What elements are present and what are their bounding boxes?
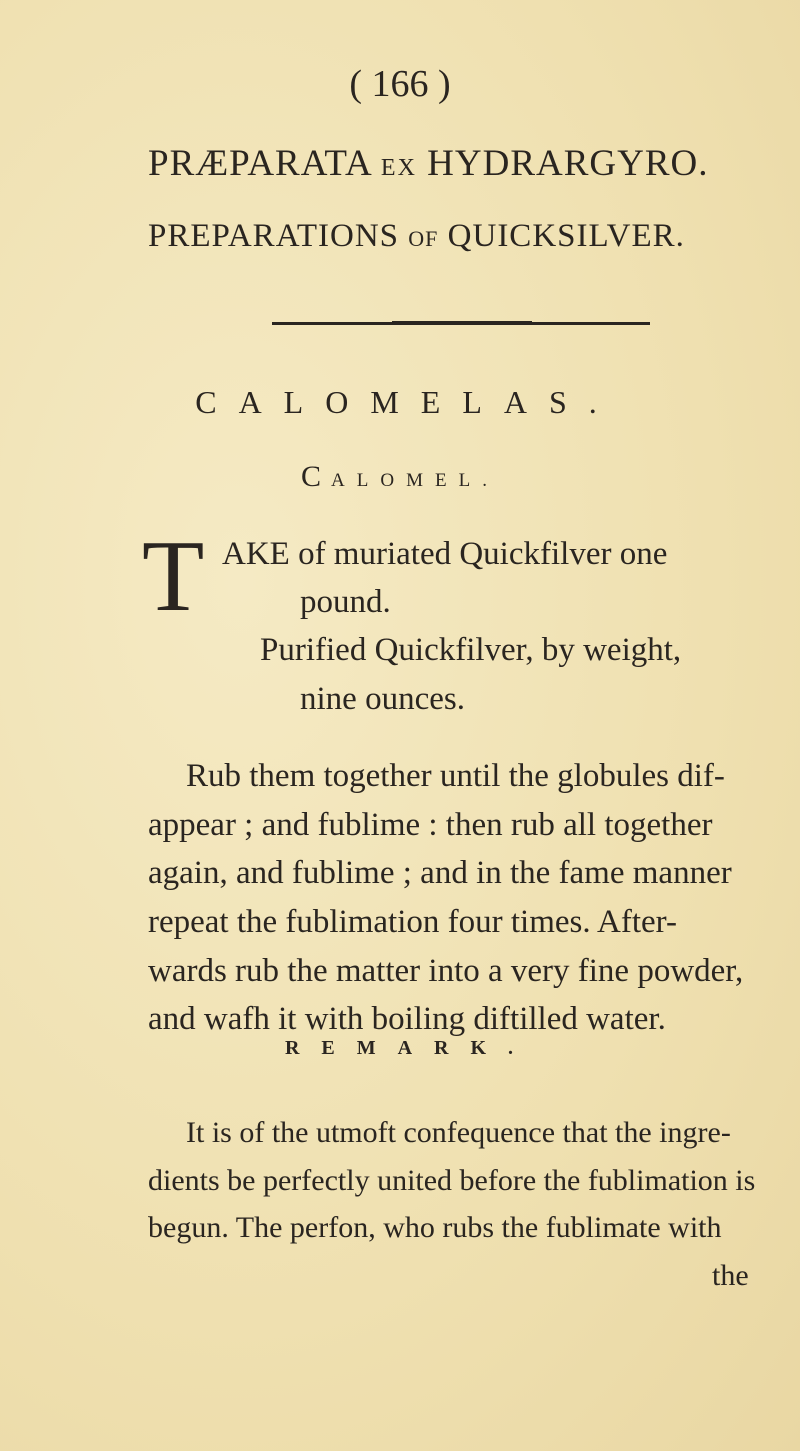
directions-line-3: again, and fublime ; and in the fame manner xyxy=(148,855,732,891)
remark-line-3: begun. The perfon, who rubs the fublimate with xyxy=(148,1211,722,1244)
directions-line-1: Rub them together until the globules dif- xyxy=(186,758,725,794)
directions-line-5: wards rub the matter into a very fine powder, xyxy=(148,953,744,989)
remark-line-2: dients be perfectly united before the fublimation is xyxy=(148,1164,756,1197)
recipe-line-2: pound. xyxy=(300,584,391,620)
page-number: ( 166 ) xyxy=(349,63,451,105)
english-title-of: OF xyxy=(408,226,439,251)
english-section-title xyxy=(148,218,685,255)
latin-title-main: PRÆPARATA xyxy=(148,143,371,184)
latin-section-title xyxy=(148,142,709,185)
section-divider-rule xyxy=(272,322,650,325)
catchword: the xyxy=(712,1259,749,1292)
latin-title-hydrargyro: HYDRARGYRO. xyxy=(427,143,709,184)
directions-line-2: appear ; and fublime : then rub all together xyxy=(148,807,713,843)
directions-line-4: repeat the fublimation four times. After- xyxy=(148,904,677,940)
recipe-line-4: nine ounces. xyxy=(300,681,465,717)
english-recipe-heading xyxy=(0,460,800,494)
directions-line-6: and wafh it with boiling diftilled water. xyxy=(148,1001,666,1037)
heading-rest: ALOMEL. xyxy=(331,470,499,491)
english-title-main: PREPARATIONS xyxy=(148,218,400,254)
latin-title-ex: EX xyxy=(380,155,417,181)
remark-heading: REMARK. xyxy=(284,1037,536,1059)
english-title-quicksilver: QUICKSILVER. xyxy=(447,218,685,254)
recipe-line-3: Purified Quickfilver, by weight, xyxy=(260,632,682,668)
recipe-line-1: AKE of muriated Quickfilver one xyxy=(222,536,668,572)
latin-recipe-heading: CALOMELAS. xyxy=(195,384,619,420)
remark-line-1: It is of the utmoft confequence that the ingre- xyxy=(186,1116,731,1149)
heading-initial: C xyxy=(301,460,332,493)
drop-cap: T xyxy=(142,520,205,633)
